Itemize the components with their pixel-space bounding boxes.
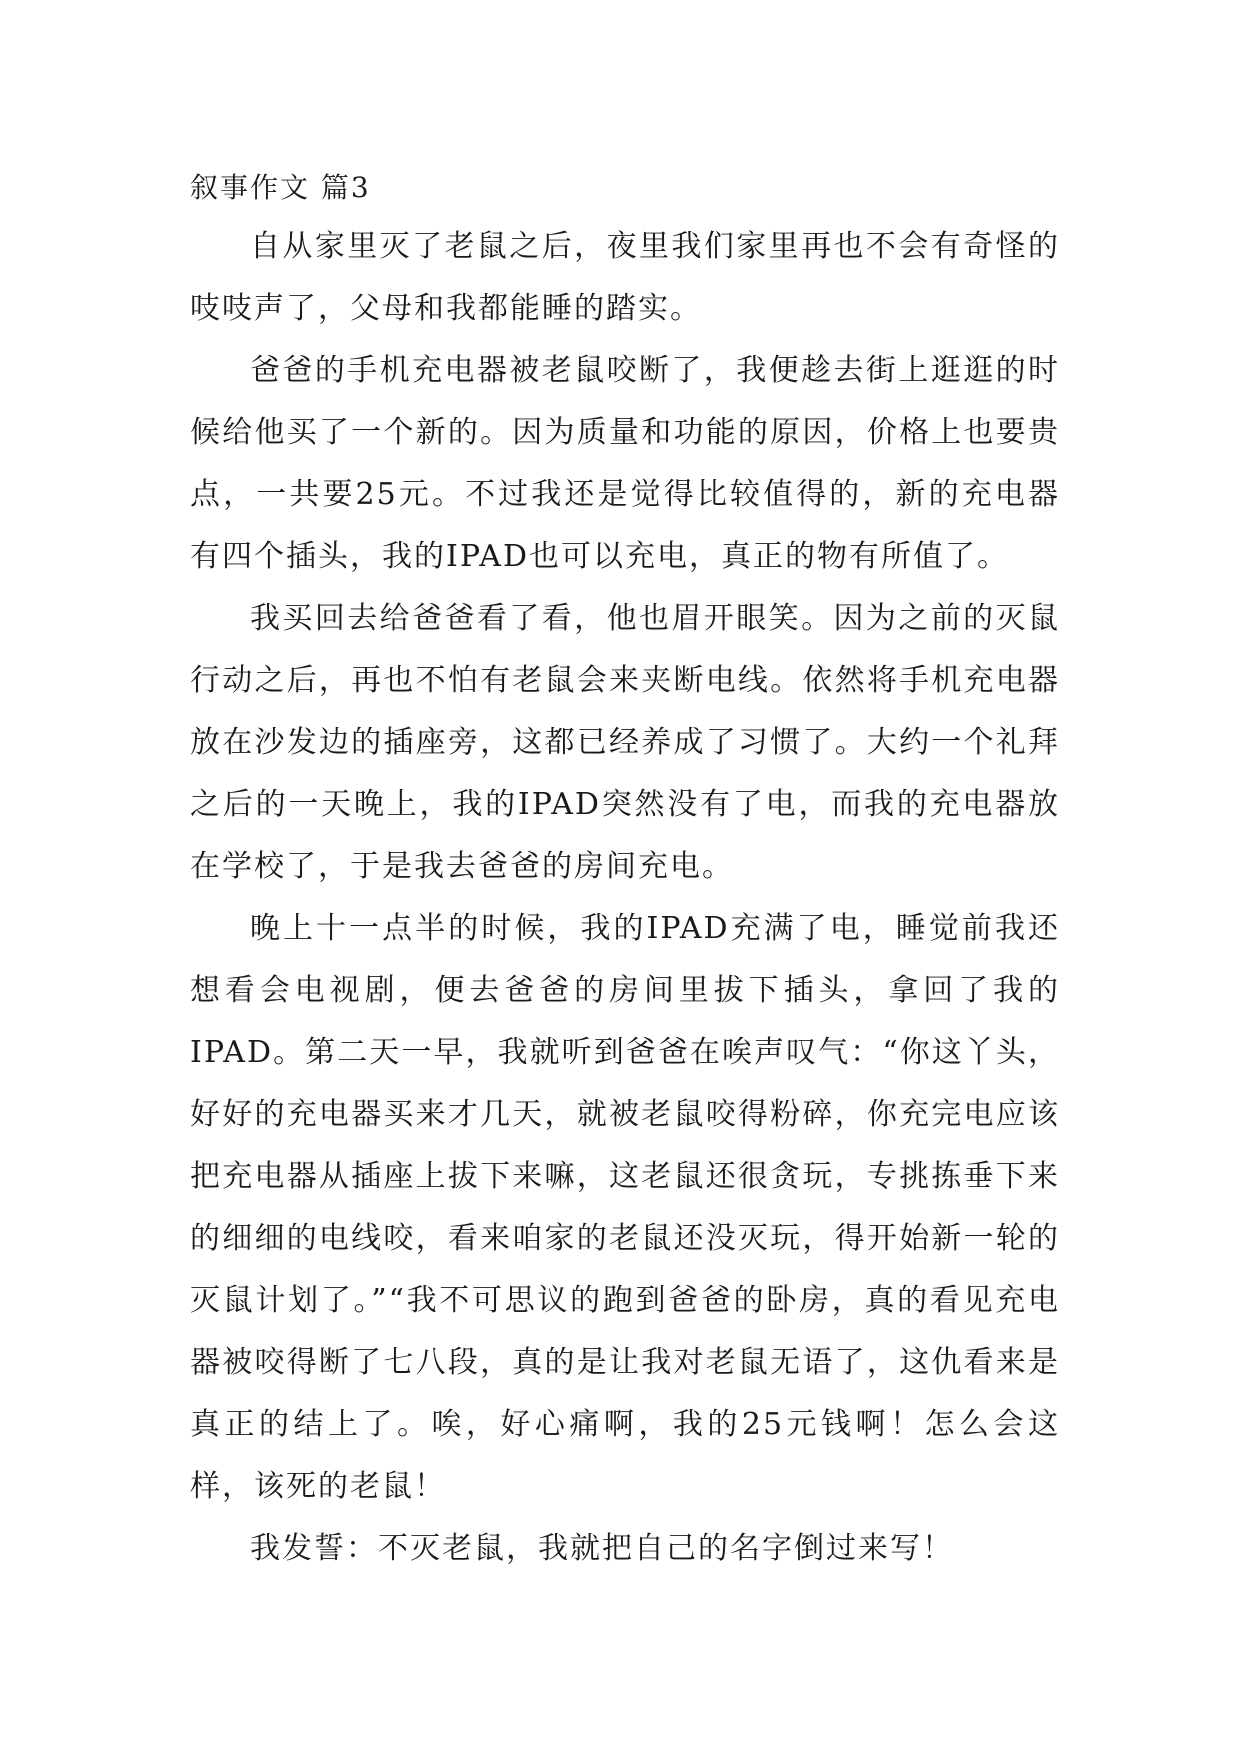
document-body [190, 160, 1060, 1580]
paragraph-5: 我发誓：不灭老鼠，我就把自己的名字倒过来写！ [250, 1531, 954, 1566]
paragraph-4: 晚上十一点半的时候，我的IPAD充满了电，睡觉前我还想看会电视剧，便去爸爸的房间里拔下插头，拿回了我的IPAD。第二天一早，我就听到爸爸在唉声叹气：“你这丫头，好好的充电器买来才几天，就被老鼠咬得粉碎，你充完电应该把充电器从插座上拔下来嘛，这老鼠还很贪玩，专挑拣垂下来的细细的电线咬，看来咱家的老鼠还没灭玩，得开始新一轮的灭鼠计划了。”“我不可思议的跑到爸爸的卧房，真的看见充电器被咬得断了七八段，真的是让我对老鼠无语了，这仇看来是真正的结上了。唉，好心痛啊，我的25元钱啊！怎么会这样，该死的老鼠！ [190, 911, 1060, 1504]
paragraph-1: 自从家里灭了老鼠之后，夜里我们家里再也不会有奇怪的吱吱声了，父母和我都能睡的踏实。 [190, 229, 1060, 326]
paragraph-2: 爸爸的手机充电器被老鼠咬断了，我便趁去街上逛逛的时候给他买了一个新的。因为质量和功能的原因，价格上也要贵点，一共要25元。不过我还是觉得比较值得的，新的充电器有四个插头，我的IPAD也可以充电，真正的物有所值了。 [190, 353, 1060, 574]
paragraph-3: 我买回去给爸爸看了看，他也眉开眼笑。因为之前的灭鼠行动之后，再也不怕有老鼠会来夹断电线。依然将手机充电器放在沙发边的插座旁，这都已经养成了习惯了。大约一个礼拜之后的一天晚上，我的IPAD突然没有了电，而我的充电器放在学校了，于是我去爸爸的房间充电。 [190, 601, 1060, 884]
document-title: 叙事作文 篇3 [190, 171, 371, 204]
